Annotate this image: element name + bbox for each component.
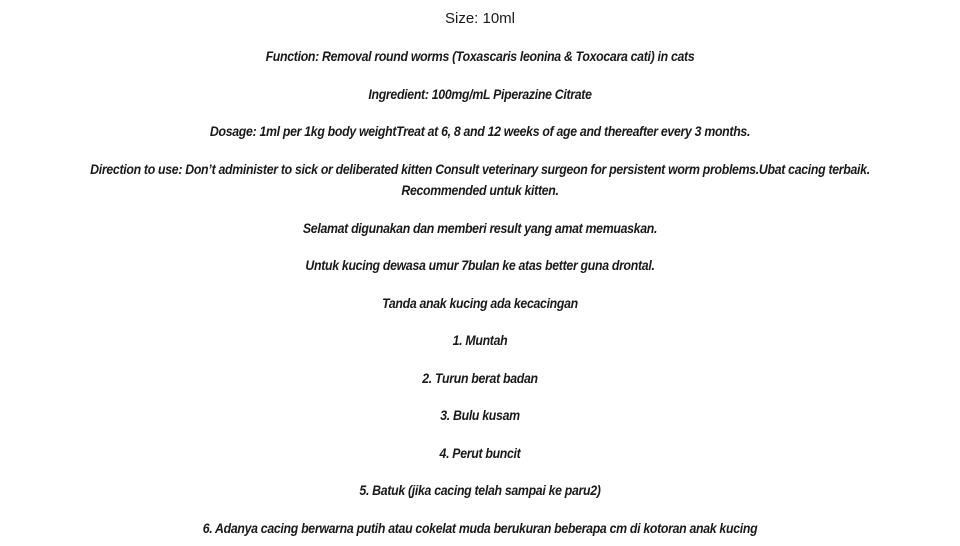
adult-cat-text: Untuk kucing dewasa umur 7bulan ke atas better guna drontal. bbox=[305, 257, 655, 273]
function-text: Function: Removal round worms (Toxascaris leonina & Toxocara cati) in cats bbox=[265, 48, 695, 64]
safe-use-text: Selamat digunakan dan memberi result yang amat memuaskan. bbox=[302, 220, 658, 236]
dosage-text: Dosage: 1ml per 1kg body weightTreat at 6, 8 and 12 weeks of age and thereafter every 3 months. bbox=[209, 123, 751, 139]
sign-item: 4. Perut buncit bbox=[439, 445, 521, 461]
signs-heading: Tanda anak kucing ada kecacingan bbox=[382, 295, 578, 311]
direction-text-line1: Direction to use: Don’t administer to sick or deliberated kitten Consult veterinary surgeon for persistent worm problems.Ubat cacing terbaik. bbox=[90, 161, 870, 177]
direction-text-line2: Recommended untuk kitten. bbox=[401, 182, 559, 198]
ingredient-text: Ingredient: 100mg/mL Piperazine Citrate bbox=[368, 86, 592, 102]
sign-item: 3. Bulu kusam bbox=[440, 407, 520, 423]
sign-item: 6. Adanya cacing berwarna putih atau cokelat muda berukuran beberapa cm di kotoran anak kucing bbox=[202, 520, 758, 536]
sign-item: 2. Turun berat badan bbox=[422, 370, 538, 386]
sign-item: 5. Batuk (jika cacing telah sampai ke paru2) bbox=[359, 482, 601, 498]
sign-item: 1. Muntah bbox=[452, 332, 508, 348]
size-text: Size: 10ml bbox=[444, 10, 516, 27]
